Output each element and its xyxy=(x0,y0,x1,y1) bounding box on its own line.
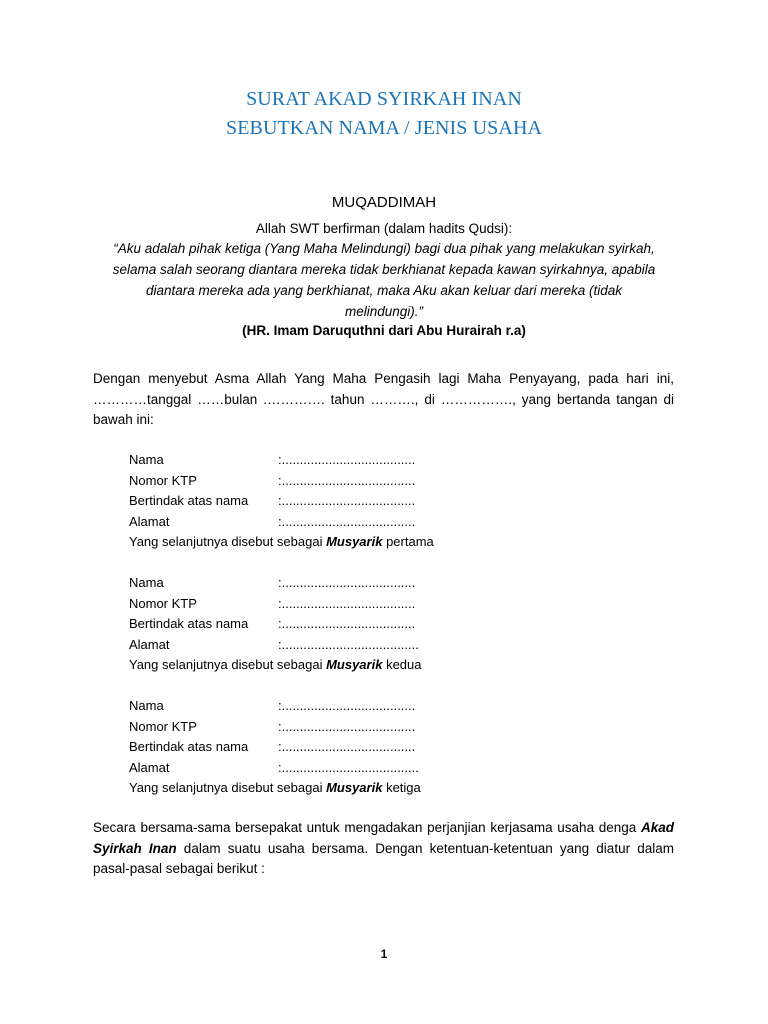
field-label-alamat: Alamat xyxy=(129,759,170,775)
field-label-bertindak-atas-nama: Bertindak atas nama xyxy=(129,493,249,508)
party-designation xyxy=(129,532,569,553)
document-subtitle: SEBUTKAN NAMA / JENIS USAHA xyxy=(225,117,543,139)
field-blank: :...................................... xyxy=(278,636,419,652)
field-blank: :..................................... xyxy=(278,575,416,590)
muqaddimah-heading: MUQADDIMAH xyxy=(331,194,437,211)
party-field-row xyxy=(129,717,569,738)
page-number: 1 xyxy=(380,947,388,961)
designation-suffix: ketiga xyxy=(382,780,421,795)
hadith-quote-line: melindungi).” xyxy=(344,304,424,319)
hadith-quote-line: “Aku adalah pihak ketiga (Yang Maha Melindungi) bagi dua pihak yang melakukan syirkah, xyxy=(113,241,655,256)
party-field-row xyxy=(129,573,569,594)
field-label-nama: Nama xyxy=(129,575,164,590)
field-blank: :..................................... xyxy=(278,472,416,488)
field-blank: :..................................... xyxy=(278,493,416,508)
field-label-alamat: Alamat xyxy=(129,513,170,529)
document-title: SURAT AKAD SYIRKAH INAN xyxy=(246,88,522,110)
muqaddimah-intro: Allah SWT berfirman (dalam hadits Qudsi): xyxy=(255,221,513,236)
designation-prefix: Yang selanjutnya disebut sebagai xyxy=(129,657,327,672)
party-field-row xyxy=(129,758,569,779)
field-label-nama: Nama xyxy=(129,698,164,713)
agreement-prefix: Secara bersama-sama bersepakat untuk mengadakan perjanjian kerjasama usaha denga xyxy=(93,820,641,835)
party-designation xyxy=(129,655,569,676)
field-blank: :..................................... xyxy=(278,739,416,754)
party-block-third xyxy=(129,696,569,799)
party-field-row xyxy=(129,491,569,512)
opening-paragraph: Dengan menyebut Asma Allah Yang Maha Pengasih lagi Maha Penyayang, pada hari ini, …………tanggal ……bulan .…………. tahun ………., di ……………., yang bertanda tangan di bawah ini: xyxy=(93,371,674,427)
hadith-quote-line: diantara mereka ada yang berkhianat, maka Aku akan keluar dari mereka (tidak xyxy=(145,283,622,298)
party-field-row xyxy=(129,594,569,615)
party-field-row xyxy=(129,737,569,758)
field-blank: :...................................... xyxy=(278,759,419,775)
field-blank: :..................................... xyxy=(278,452,416,467)
field-blank: :..................................... xyxy=(278,513,416,529)
field-label-bertindak-atas-nama: Bertindak atas nama xyxy=(129,739,249,754)
agreement-paragraph xyxy=(93,818,674,880)
designation-suffix: pertama xyxy=(382,534,434,549)
party-field-row xyxy=(129,696,569,717)
party-field-row xyxy=(129,635,569,656)
field-blank: :..................................... xyxy=(278,616,416,631)
designation-suffix: kedua xyxy=(382,657,422,672)
party-block-first xyxy=(129,450,569,553)
agreement-term: Akad Syirkah Inan xyxy=(93,820,674,856)
field-label-nomor-ktp: Nomor KTP xyxy=(129,472,197,488)
party-designation xyxy=(129,778,569,799)
designation-term: Musyarik xyxy=(326,534,383,549)
designation-term: Musyarik xyxy=(326,780,383,795)
field-label-alamat: Alamat xyxy=(129,636,170,652)
hadith-reference: (HR. Imam Daruquthni dari Abu Hurairah r.a) xyxy=(242,323,526,338)
field-blank: :..................................... xyxy=(278,698,416,713)
party-block-second xyxy=(129,573,569,676)
field-blank: :..................................... xyxy=(278,595,416,611)
field-label-nomor-ktp: Nomor KTP xyxy=(129,718,197,734)
hadith-quote-line: selama salah seorang diantara mereka tidak berkhianat kepada kawan syirkahnya, apabila xyxy=(112,262,656,277)
field-blank: :..................................... xyxy=(278,718,416,734)
party-field-row xyxy=(129,512,569,533)
field-label-bertindak-atas-nama: Bertindak atas nama xyxy=(129,616,249,631)
party-field-row xyxy=(129,450,569,471)
party-field-row xyxy=(129,614,569,635)
field-label-nama: Nama xyxy=(129,452,164,467)
designation-prefix: Yang selanjutnya disebut sebagai xyxy=(129,780,327,795)
designation-term: Musyarik xyxy=(326,657,383,672)
party-field-row xyxy=(129,471,569,492)
designation-prefix: Yang selanjutnya disebut sebagai xyxy=(129,534,327,549)
agreement-suffix: dalam suatu usaha bersama. Dengan ketentuan-ketentuan yang diatur dalam pasal-pasal sebagai berikut : xyxy=(93,840,674,876)
field-label-nomor-ktp: Nomor KTP xyxy=(129,595,197,611)
